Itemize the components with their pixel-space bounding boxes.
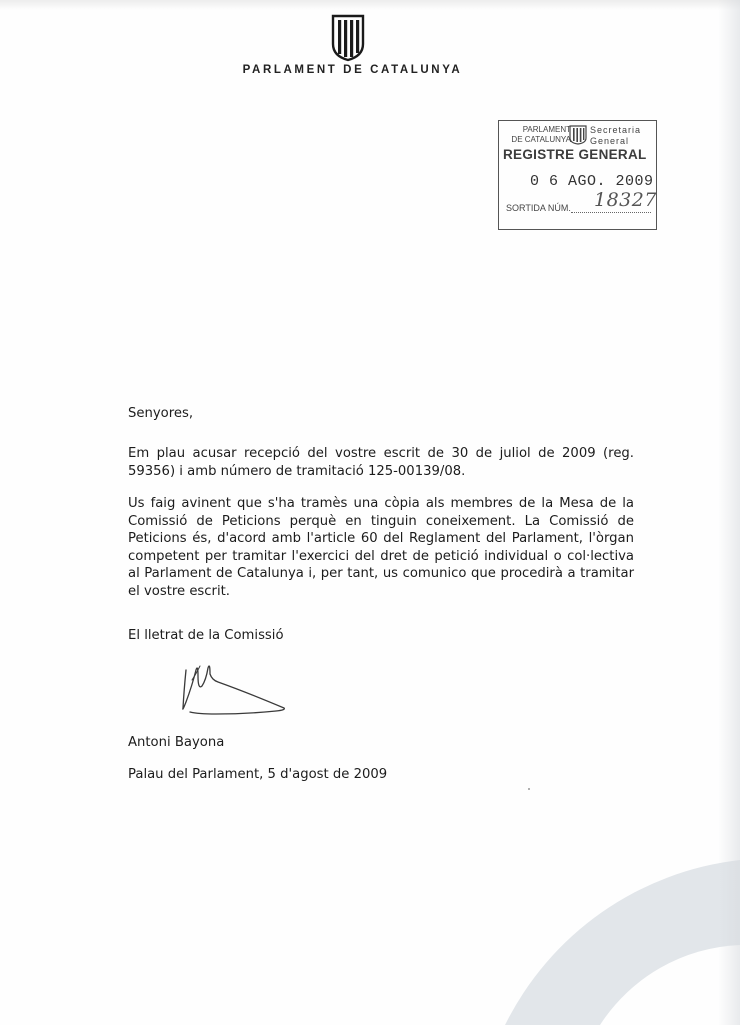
paragraph-acknowledgement: Em plau acusar recepció del vostre escrit de 30 de juliol de 2009 (reg. 59356) i amb número de tramitació 125-00139/08. <box>128 446 634 479</box>
top-shading <box>0 0 740 10</box>
parliament-emblem-icon <box>331 14 365 62</box>
stamp-sortida-label: SORTIDA NÚM. <box>506 203 571 213</box>
paragraph-notice: Us faig avinent que s'ha tramès una còpia als membres de la Mesa de la Comissió de Peticions perquè en tinguin coneixement. La Comissió de Peticions és, d'acord amb l'article 60 del Reglament del Parlament, l'òrgan competent per tramitar l'exercici del dret de petició individual o col·lectiva al Parlament de Catalunya i, per tant, us comunico que procedirà a tramitar el vostre escrit. <box>128 496 634 599</box>
stamp-left-line2: DE CATALUNYA <box>511 135 571 144</box>
stamp-handwritten-number: 18327 <box>594 189 657 211</box>
signer-name: Antoni Bayona <box>128 735 225 750</box>
stamp-date: 0 6 AGO. 2009 <box>530 173 654 190</box>
registry-stamp <box>498 120 657 230</box>
stamp-emblem-icon <box>569 125 587 145</box>
stamp-right-line1: Secretaria <box>590 125 642 135</box>
edge-shading <box>718 0 740 1025</box>
stamp-left-line1: PARLAMENT <box>522 125 571 134</box>
handwritten-signature <box>176 640 296 722</box>
stamp-right-line2: General <box>590 136 630 146</box>
institution-name: PARLAMENT DE CATALUNYA <box>242 64 463 76</box>
stamp-institution <box>505 125 571 145</box>
salutation: Senyores, <box>128 406 194 421</box>
stamp-dotted-line <box>571 212 651 213</box>
closing-title: El lletrat de la Comissió <box>128 628 284 643</box>
stamp-department <box>590 125 656 147</box>
place-and-date: Palau del Parlament, 5 d'agost de 2009 <box>128 767 388 782</box>
stamp-title: REGISTRE GENERAL <box>503 147 647 162</box>
scan-speck <box>528 788 530 790</box>
